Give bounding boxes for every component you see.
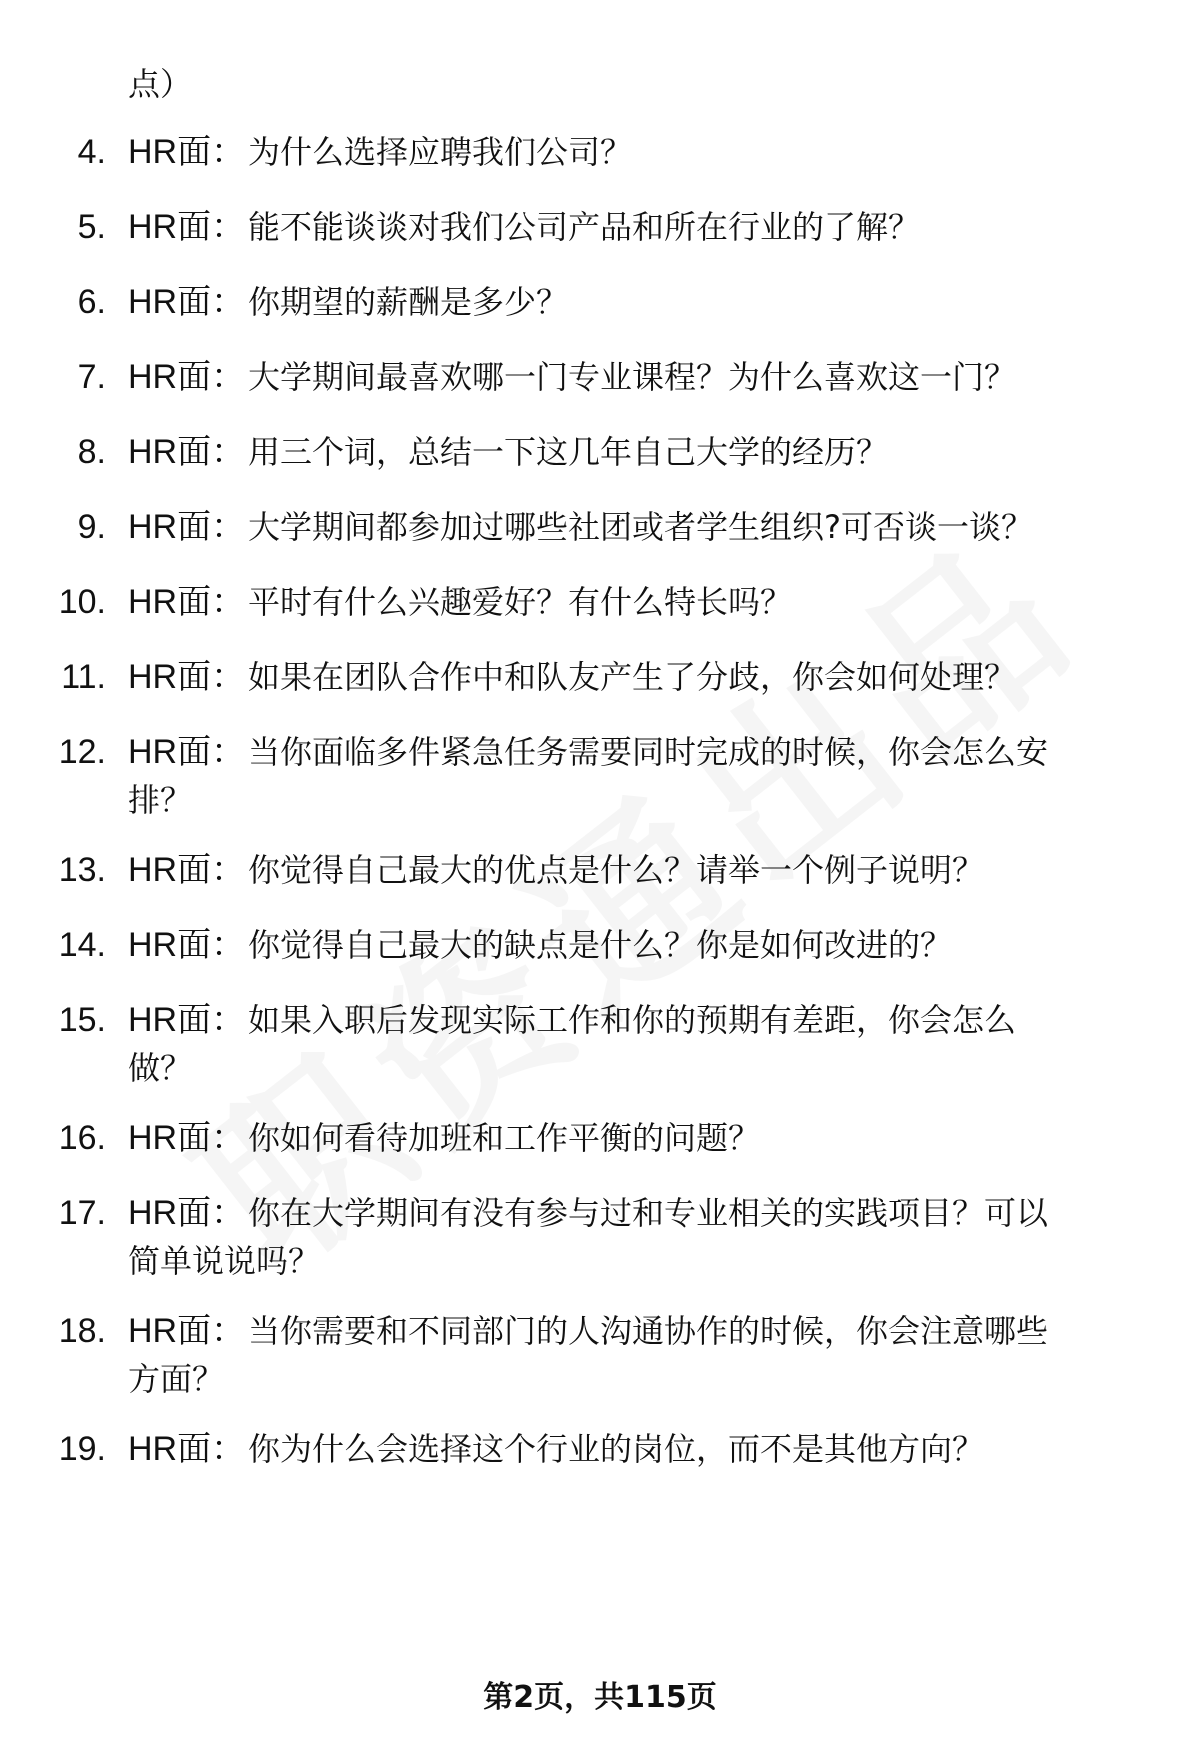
item-line: 平时有什么兴趣爱好？有什么特长吗？ [248,583,793,621]
item-number: 7. [77,358,106,396]
item-prefix: HR面： [128,1001,246,1039]
item-prefix: HR面： [128,1119,246,1157]
item-line: 如果入职后发现实际工作和你的预期有差距，你会怎么 [248,1001,1017,1039]
item-line: 排？ [128,781,193,819]
item-line: 做？ [128,1049,193,1087]
item-prefix: HR面： [128,433,246,471]
item-line: 用三个词，总结一下这几年自己大学的经历？ [248,433,889,471]
page-footer: 第2页，共115页 [483,1680,717,1715]
item-line: 当你需要和不同部门的人沟通协作的时候，你会注意哪些 [248,1312,1049,1350]
item-text [248,1114,1158,1162]
item-line: 方面？ [128,1360,225,1398]
item-text [248,578,1158,626]
item-number: 14. [58,926,106,964]
item-number: 12. [58,733,106,771]
item-prefix: HR面： [128,851,246,889]
item-prefix: HR面： [128,208,246,246]
item-number: 8. [77,433,106,471]
item-text [248,428,1158,476]
item-prefix: HR面： [128,733,246,771]
item-prefix: HR面： [128,133,246,171]
item-number: 18. [58,1312,106,1350]
item-number: 5. [77,208,106,246]
item-text [248,503,1158,551]
item-text [248,278,1158,326]
item-line: 简单说说吗？ [128,1242,321,1280]
item-prefix: HR面： [128,358,246,396]
item-line: 你如何看待加班和工作平衡的问题？ [248,1119,761,1157]
item-prefix: HR面： [128,1430,246,1468]
item-line: 为什么选择应聘我们公司？ [248,133,633,171]
item-text [248,203,1158,251]
item-text [248,653,1158,701]
item-number: 15. [58,1001,106,1039]
item-line: 你为什么会选择这个行业的岗位，而不是其他方向？ [248,1430,985,1468]
item-prefix: HR面： [128,926,246,964]
item-number: 4. [77,133,106,171]
item-prefix: HR面： [128,508,246,546]
item-prefix: HR面： [128,1312,246,1350]
item-prefix: HR面： [128,658,246,696]
item-text [248,128,1158,176]
item-text [248,846,1158,894]
item-line: 能不能谈谈对我们公司产品和所在行业的了解？ [248,208,921,246]
item-number: 16. [58,1119,106,1157]
item-text [248,1425,1158,1473]
continuation-text: 点） [128,65,193,103]
item-line: 当你面临多件紧急任务需要同时完成的时候，你会怎么安 [248,733,1049,771]
item-line: 如果在团队合作中和队友产生了分歧，你会如何处理？ [248,658,1017,696]
item-line: 你期望的薪酬是多少？ [248,283,569,321]
item-text [248,353,1158,401]
item-number: 10. [58,583,106,621]
item-number: 19. [58,1430,106,1468]
item-number: 11. [61,658,106,696]
item-number: 9. [77,508,106,546]
item-line: 你觉得自己最大的缺点是什么？你是如何改进的？ [248,926,953,964]
item-prefix: HR面： [128,283,246,321]
item-text [248,921,1158,969]
item-line: 大学期间都参加过哪些社团或者学生组织?可否谈一谈？ [248,508,1033,546]
item-prefix: HR面： [128,1194,246,1232]
item-number: 6. [77,283,106,321]
item-number: 13. [58,851,106,889]
item-prefix: HR面： [128,583,246,621]
item-number: 17. [58,1194,106,1232]
item-line: 你在大学期间有没有参与过和专业相关的实践项目？可以 [248,1194,1049,1232]
item-line: 你觉得自己最大的优点是什么？请举一个例子说明？ [248,851,985,889]
item-line: 大学期间最喜欢哪一门专业课程？为什么喜欢这一门？ [248,358,1017,396]
